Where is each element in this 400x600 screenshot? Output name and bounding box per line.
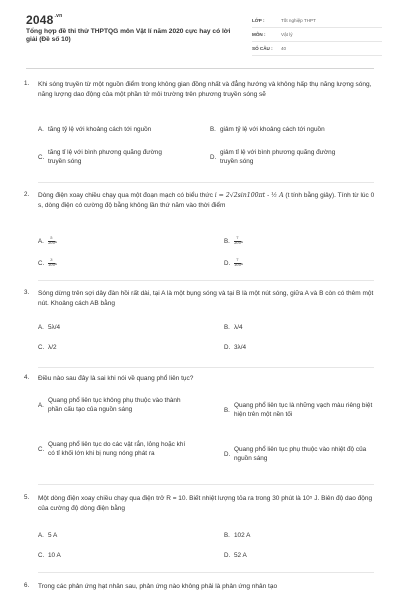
page-header (0, 0, 400, 66)
option-a[interactable]: A. $\frac{5}{200}$ s (38, 236, 57, 246)
site-logo[interactable]: $2048^{.vn}$ (26, 13, 63, 27)
option-text: λ/4 (234, 324, 243, 331)
question-number: 1. (24, 80, 30, 87)
question-text: Dòng điện xoay chiều chạy qua một đoạn mạch có biểu thức i = 2√2sin100πt - ½ A (t tính bằng giây). Tính từ lúc 0 s, dòng điện có cường độ bằng không lần thứ năm vào thời điểm (38, 192, 375, 209)
question-text: Sóng dừng trên sợi dây đàn hồi rất dài, tại A là một bụng sóng và tại B là một nút sóng, giữa A và B còn có thêm một nút. Khoảng cách AB bằng (38, 290, 374, 307)
question-text: Một dòng điện xoay chiều chạy qua điện trở R = 10. Biết nhiệt lượng tỏa ra trong 30 phút là 10⁵ J. Biên độ dao động của cường độ dòng điện bằng (38, 495, 373, 512)
option-a[interactable] (38, 396, 193, 415)
question-divider (38, 367, 374, 368)
meta-row-count (252, 42, 382, 56)
question-divider (38, 484, 374, 485)
option-label: B. (224, 324, 230, 332)
option-c[interactable] (38, 343, 57, 352)
option-label: A. (38, 126, 44, 134)
option-text: Quang phổ liên tục do các vật rắn, lỏng hoặc khí có tỉ khối lớn khi bị nung nóng phát ra (48, 441, 186, 458)
question-text: Điều nào sau đây là sai khi nói về quang phổ liên tục? (38, 375, 194, 382)
option-text: 10 A (48, 552, 61, 559)
option-label: A. (38, 238, 44, 246)
option-b[interactable] (210, 125, 325, 134)
option-label: B. (210, 126, 216, 134)
question-text: Khi sóng truyền từ một nguồn điểm trong không gian đồng nhất và đẳng hướng và không hấp thụ năng lượng sóng, năng lượng dao động của một phần tử môi trường trên phương truyền sóng sẽ (38, 81, 372, 98)
option-label: C. (38, 260, 45, 268)
meta-row-class (252, 14, 382, 28)
question-number: 6. (24, 582, 30, 589)
option-c[interactable] (38, 440, 193, 459)
option-label: A. (38, 532, 44, 540)
current-formula: i = 2√2sin100πt - ½ A (214, 192, 284, 199)
question-number: 3. (24, 289, 30, 296)
option-a[interactable] (38, 531, 57, 540)
option-text: Quang phổ liên tục là những vạch màu riêng biệt hiện trên một nền tối (234, 402, 373, 419)
header-divider (26, 68, 374, 69)
option-b[interactable] (224, 401, 384, 420)
option-text: 3λ/4 (234, 344, 247, 351)
fraction: $\frac{3}{100}$ (48, 258, 55, 268)
question-number: 4. (24, 374, 30, 381)
option-c[interactable]: C. $\frac{3}{100}$ s (38, 258, 57, 268)
option-b[interactable] (224, 323, 243, 332)
option-text: Quang phổ liên tục phụ thuộc vào nhiệt độ của nguồn sáng (234, 446, 367, 463)
meta-key: MÔN : (252, 32, 266, 37)
option-text: Quang phổ liên tục không phụ thuộc vào thành phần cấu tạo của nguồn sáng (48, 397, 181, 414)
question-text: Trong các phản ứng hạt nhân sau, phản ứng nào không phải là phản ứng nhân tạo (38, 583, 278, 590)
meta-key: SỐ CÂU : (252, 46, 273, 51)
option-label: D. (224, 552, 231, 560)
option-label: D. (224, 450, 231, 458)
option-label: B. (224, 238, 230, 246)
option-label: A. (38, 401, 44, 409)
option-b[interactable] (224, 531, 250, 540)
option-text: giảm tỷ lệ với khoảng cách tới nguồn (220, 126, 325, 133)
fraction: $\frac{7}{100}$ (234, 258, 241, 268)
question-number: 2. (24, 191, 30, 198)
meta-row-subject (252, 28, 382, 42)
option-text: 102 A (234, 532, 251, 539)
option-label: B. (224, 532, 230, 540)
option-d[interactable] (224, 445, 384, 464)
option-text: 5λ/4 (48, 324, 61, 331)
question-number: 5. (24, 494, 30, 501)
meta-value: Tốt nghiệp THPT (281, 18, 316, 23)
question-divider (38, 572, 374, 573)
option-label: C. (38, 344, 45, 352)
meta-key: LỚP : (252, 18, 265, 23)
exam-meta (252, 14, 382, 56)
option-label: D. (224, 260, 231, 268)
option-text: 52 A (234, 552, 247, 559)
question-divider (38, 280, 374, 281)
option-label: C. (38, 552, 45, 560)
option-label: A. (38, 324, 44, 332)
meta-value: 40 (281, 46, 287, 51)
option-label: C. (38, 445, 45, 453)
option-a[interactable] (38, 323, 60, 332)
option-text: 5 A (48, 532, 58, 539)
option-c[interactable] (38, 551, 61, 560)
option-d[interactable] (210, 148, 350, 167)
option-text: tăng tỷ lệ với khoảng cách tới nguồn (48, 126, 152, 133)
option-label: C. (38, 153, 45, 161)
option-text: giảm tỉ lệ với bình phương quãng đường truyền sóng (220, 149, 336, 166)
option-text: λ/2 (48, 344, 57, 351)
fraction: $\frac{7}{200}$ (234, 236, 241, 246)
meta-value: Vật lý (281, 32, 293, 37)
option-label: D. (224, 344, 231, 352)
option-c[interactable] (38, 148, 166, 167)
exam-title: Tổng hợp đề thi thử THPTQG môn Vật lí năm 2020 cực hay có lời giải (Đề số 10) (26, 28, 231, 44)
question-divider (38, 182, 374, 183)
option-label: D. (210, 153, 217, 161)
option-d[interactable] (224, 551, 247, 560)
option-text: tăng tỉ lệ với bình phương quãng đường truyền sóng (48, 149, 162, 166)
option-a[interactable] (38, 125, 151, 134)
option-label: B. (224, 406, 230, 414)
option-d[interactable] (224, 343, 246, 352)
option-b[interactable]: B. $\frac{7}{200}$ s (224, 236, 243, 246)
option-d[interactable]: D. $\frac{7}{100}$ s (224, 258, 243, 268)
fraction: $\frac{5}{200}$ (48, 236, 55, 246)
